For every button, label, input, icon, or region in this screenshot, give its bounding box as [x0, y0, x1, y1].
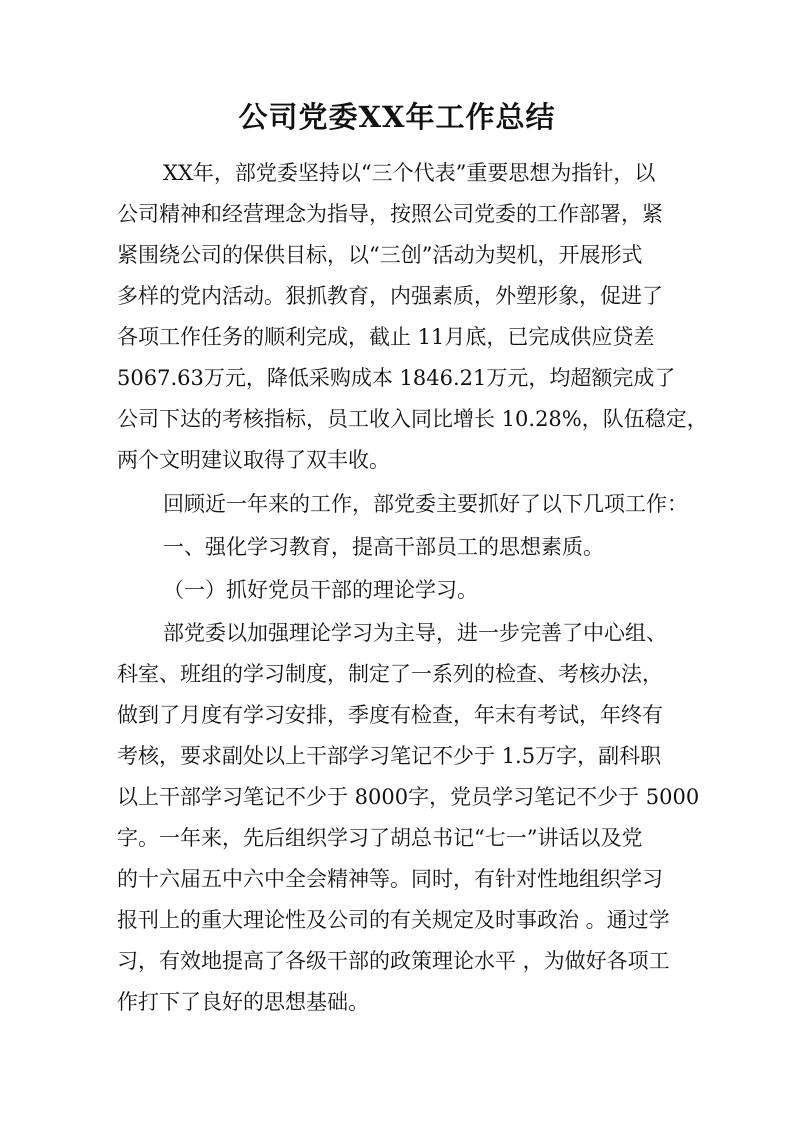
- paragraph-line: 公司下达的考核指标，员工收入同比增长 10.28%，队伍稳定，: [117, 407, 708, 431]
- paragraph-line: 的十六届五中六中全会精神等。同时，有针对性地组织学习: [117, 867, 663, 891]
- paragraph-line: 公司精神和经营理念为指导，按照公司党委的工作部署，紧: [117, 202, 663, 226]
- paragraph-line: 考核，要求副处以上干部学习笔记不少于 1.5万字，副科职: [117, 744, 662, 768]
- subsection-heading: （一）抓好党员干部的理论学习。: [163, 578, 478, 602]
- paragraph-line: 各项工作任务的顺利完成，截止 11月底，已完成供应贷差: [117, 325, 655, 349]
- paragraph-line: 多样的党内活动。狠抓教育，内强素质，外塑形象，促进了: [117, 284, 663, 308]
- paragraph-line: 回顾近一年来的工作，部党委主要抓好了以下几项工作：: [163, 492, 688, 516]
- paragraph-line: 紧围绕公司的保供目标，以“三创”活动为契机，开展形式: [117, 243, 643, 267]
- paragraph-line: 科室、班组的学习制度，制定了一系列的检查、考核办法，: [117, 662, 663, 686]
- paragraph-line: 5067.63万元，降低采购成本 1846.21万元，均超额完成了: [117, 366, 676, 390]
- section-heading: 一、强化学习教育，提高干部员工的思想素质。: [163, 535, 604, 559]
- document-title: 公司党委XX年工作总结: [238, 100, 556, 134]
- paragraph-line: 两个文明建议取得了双丰收。: [117, 448, 390, 472]
- paragraph-line: 作打下了良好的思想基础。: [117, 990, 369, 1014]
- paragraph-line: 字。一年来，先后组织学习了胡总书记“七一”讲话以及党: [117, 826, 643, 850]
- paragraph-line: 以上干部学习笔记不少于 8000字，党员学习笔记不少于 5000: [117, 785, 700, 809]
- paragraph-line: XX年，部党委坚持以“三个代表”重要思想为指针，以: [163, 161, 656, 185]
- paragraph-line: 做到了月度有学习安排，季度有检查，年末有考试，年终有: [117, 703, 663, 727]
- paragraph-line: 部党委以加强理论学习为主导，进一步完善了中心组、: [163, 621, 667, 645]
- paragraph-line: 报刊上的重大理论性及公司的有关规定及时事政治 。通过学: [117, 908, 670, 932]
- paragraph-line: 习，有效地提高了各级干部的政策理论水平 ，为做好各项工: [117, 949, 670, 973]
